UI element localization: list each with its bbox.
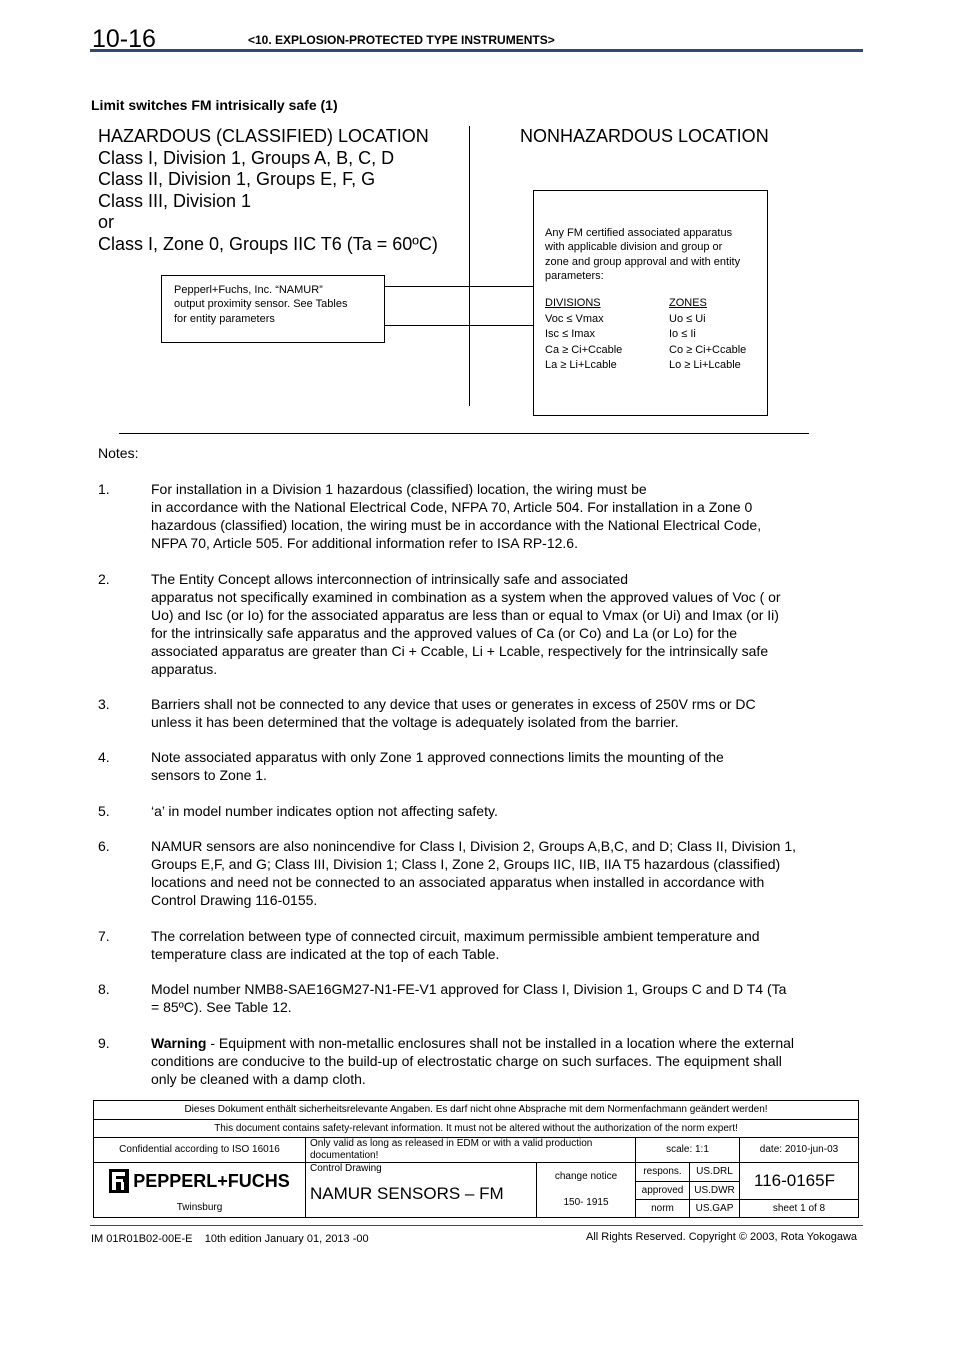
logo-cell bbox=[94, 1163, 306, 1200]
chapter-title: <10. EXPLOSION-PROTECTED TYPE INSTRUMENTS> bbox=[248, 33, 555, 47]
nonhazardous-location-text: NONHAZARDOUS LOCATION bbox=[520, 126, 769, 146]
footer-rule bbox=[90, 1225, 863, 1226]
note-text bbox=[151, 980, 841, 1016]
note-line-rest: - Equipment with non-metallic enclosures shall not be installed in a location where the external bbox=[206, 1035, 795, 1051]
zones-row: Io ≤ Ii bbox=[669, 328, 696, 340]
zones-row: Uo ≤ Ui bbox=[669, 312, 706, 325]
note-line: Uo) and Isc (or Io) for the associated apparatus are less than or equal to Vmax (or Ui) and Imax (or Ii) bbox=[151, 607, 779, 623]
note-text bbox=[151, 748, 841, 784]
note-number: 7. bbox=[98, 928, 110, 944]
scale-cell: scale: 1:1 bbox=[636, 1138, 740, 1163]
note-line: = 85ºC). See Table 12. bbox=[151, 999, 292, 1015]
respons-value: US.DRL bbox=[690, 1163, 740, 1182]
note-line: Model number NMB8-SAE16GM27-N1-FE-V1 approved for Class I, Division 1, Groups C and D T4 (Ta bbox=[151, 981, 787, 997]
apparatus-intro-line: parameters: bbox=[545, 269, 604, 282]
note-line: in accordance with the National Electrical Code, NFPA 70, Article 504. For installation in a Zone 0 bbox=[151, 499, 753, 515]
hazardous-line: or bbox=[98, 212, 115, 232]
note-line: NFPA 70, Article 505. For additional information refer to ISA RP-12.6. bbox=[151, 535, 578, 551]
apparatus-intro bbox=[545, 226, 760, 283]
note-line: locations and need not be connected to an associated apparatus when installed in accordance with bbox=[151, 874, 765, 890]
divisions-row: Ca ≥ Ci+Ccable bbox=[545, 343, 623, 356]
sheet-cell: sheet 1 of 8 bbox=[740, 1200, 859, 1218]
note-line: For installation in a Division 1 hazardous (classified) location, the wiring must be bbox=[151, 481, 647, 497]
change-notice-value: 150- 1915 bbox=[563, 1197, 609, 1208]
warning-label: Warning bbox=[151, 1035, 207, 1051]
note-line: temperature class are indicated at the top of each Table. bbox=[151, 946, 500, 962]
note-line: Control Drawing 116-0155. bbox=[151, 892, 318, 908]
note-text bbox=[151, 802, 841, 820]
note-line: apparatus not specifically examined in combination as a system when the approved values of Voc ( or bbox=[151, 589, 781, 605]
doc-type: Control Drawing bbox=[310, 1163, 382, 1174]
sensor-line: output proximity sensor. See Tables bbox=[174, 298, 348, 311]
note-text bbox=[151, 927, 841, 963]
divisions-column bbox=[545, 296, 622, 374]
note-line: ‘a’ in model number indicates option not affecting safety. bbox=[151, 803, 498, 819]
note-number: 1. bbox=[98, 481, 110, 497]
note-number: 8. bbox=[98, 981, 110, 997]
notice-german: Dieses Dokument enthält sicherheitsrelevante Angaben. Es darf nicht ohne Absprache mit dem Normenfachmann geändert werden! bbox=[94, 1101, 859, 1120]
note-number: 9. bbox=[98, 1035, 110, 1051]
note-line: associated apparatus are greater than Ci + Ccable, Li + Lcable, respectively for the intrinsically safe bbox=[151, 643, 769, 659]
change-notice-label: change notice bbox=[554, 1171, 618, 1182]
connection-wire bbox=[384, 325, 533, 326]
validity-note: Only valid as long as released in EDM or with a valid production documentation! bbox=[306, 1138, 636, 1163]
location-boundary-line bbox=[469, 126, 470, 406]
pf-logo-icon bbox=[109, 1169, 129, 1193]
doc-number: 116-0165F bbox=[740, 1163, 859, 1200]
note-line: for the intrinsically safe apparatus and the approved values of Ca (or Co) and La (or Lo) for the bbox=[151, 625, 737, 641]
notes-title: Notes: bbox=[98, 445, 139, 461]
divisions-row: Voc ≤ Vmax bbox=[545, 312, 604, 325]
respons-label: respons. bbox=[636, 1163, 690, 1182]
associated-apparatus-box bbox=[533, 190, 768, 416]
note-line: Groups E,F, and G; Class III, Division 1; Class I, Zone 2, Groups IIC, IIB, IIA T5 hazardous (classified) bbox=[151, 856, 781, 872]
note-text bbox=[151, 837, 841, 909]
date-cell: date: 2010-jun-03 bbox=[740, 1138, 859, 1163]
zones-row: Co ≥ Ci+Ccable bbox=[669, 343, 747, 356]
note-text bbox=[151, 480, 841, 552]
note-number: 6. bbox=[98, 838, 110, 854]
note-line: NAMUR sensors are also nonincendive for Class I, Division 2, Groups A,B,C, and D; Class II, Division 1, bbox=[151, 838, 797, 854]
note-number: 3. bbox=[98, 696, 110, 712]
note-line: sensors to Zone 1. bbox=[151, 767, 267, 783]
section-title: Limit switches FM intrisically safe (1) bbox=[91, 97, 338, 113]
divisions-header: DIVISIONS bbox=[545, 297, 601, 309]
header-rule bbox=[90, 49, 863, 52]
drawing-divider bbox=[119, 433, 809, 434]
title-cell bbox=[306, 1163, 537, 1218]
page-number: 10-16 bbox=[92, 25, 156, 53]
pepperl-fuchs-logo bbox=[98, 1169, 301, 1193]
note-text bbox=[151, 695, 841, 731]
hazardous-location-text bbox=[98, 126, 438, 255]
copyright: All Rights Reserved. Copyright © 2003, Rota Yokogawa bbox=[586, 1231, 858, 1243]
note-line: hazardous (classified) location, the wiring must be in accordance with the National Electrical Code, bbox=[151, 517, 762, 533]
sensor-line: for entity parameters bbox=[174, 312, 275, 325]
approved-value: US.DWR bbox=[690, 1182, 740, 1200]
note-number: 4. bbox=[98, 749, 110, 765]
hazardous-line: Class III, Division 1 bbox=[98, 190, 252, 211]
location-cell: Twinsburg bbox=[94, 1200, 306, 1218]
approved-label: approved bbox=[636, 1182, 690, 1200]
confidential-note: Confidential according to ISO 16016 bbox=[94, 1138, 306, 1163]
note-number: 2. bbox=[98, 571, 110, 587]
zones-column bbox=[669, 296, 746, 374]
note-line: Barriers shall not be connected to any device that uses or generates in excess of 250V rms or DC bbox=[151, 696, 756, 712]
note-number: 5. bbox=[98, 803, 110, 819]
note-text bbox=[151, 570, 841, 678]
note-line: The correlation between type of connected circuit, maximum permissible ambient temperature and bbox=[151, 928, 760, 944]
hazardous-line: Class I, Zone 0, Groups IIC T6 (Ta = 60ºC) bbox=[98, 233, 438, 254]
apparatus-intro-line: zone and group approval and with entity bbox=[545, 255, 741, 268]
norm-label: norm bbox=[636, 1200, 690, 1218]
apparatus-intro-line: with applicable division and group or bbox=[545, 241, 723, 254]
norm-value: US.GAP bbox=[690, 1200, 740, 1218]
note-line: Note associated apparatus with only Zone 1 approved connections limits the mounting of the bbox=[151, 749, 724, 765]
divisions-row: La ≥ Li+Lcable bbox=[545, 359, 617, 371]
zones-header: ZONES bbox=[669, 297, 707, 309]
zones-row: Lo ≥ Li+Lcable bbox=[669, 359, 741, 371]
hazardous-line: HAZARDOUS (CLASSIFIED) LOCATION bbox=[98, 126, 429, 146]
logo-text: PEPPERL+FUCHS bbox=[133, 1171, 290, 1192]
hazardous-line: Class I, Division 1, Groups A, B, C, D bbox=[98, 147, 395, 168]
sensor-line: Pepperl+Fuchs, Inc. “NAMUR” bbox=[174, 284, 323, 296]
divisions-row: Isc ≤ Imax bbox=[545, 328, 596, 340]
note-line: The Entity Concept allows interconnection of intrinsically safe and associated bbox=[151, 571, 629, 587]
note-text bbox=[151, 1034, 841, 1088]
control-drawing-table bbox=[93, 1100, 859, 1218]
doc-title: NAMUR SENSORS – FM bbox=[310, 1184, 504, 1203]
note-line: apparatus. bbox=[151, 661, 218, 677]
connection-wire bbox=[384, 286, 533, 287]
document-id: IM 01R01B02-00E-E 10th edition January 01, 2013 -00 bbox=[91, 1233, 369, 1245]
note-line: conditions are conducive to the build-up of electrostatic charge on such surfaces. The equipment shall bbox=[151, 1053, 782, 1069]
note-line: unless it has been determined that the voltage is adequately isolated from the barrier. bbox=[151, 714, 679, 730]
sensor-description bbox=[174, 283, 347, 326]
apparatus-intro-line: Any FM certified associated apparatus bbox=[545, 227, 733, 239]
hazardous-line: Class II, Division 1, Groups E, F, G bbox=[98, 169, 376, 189]
note-line: only be cleaned with a damp cloth. bbox=[151, 1071, 366, 1087]
notice-english: This document contains safety-relevant information. It must not be altered without the authorization of the norm expert! bbox=[94, 1120, 859, 1138]
change-notice-cell bbox=[537, 1163, 636, 1218]
sensor-box bbox=[161, 275, 385, 343]
note-line bbox=[151, 1034, 841, 1052]
